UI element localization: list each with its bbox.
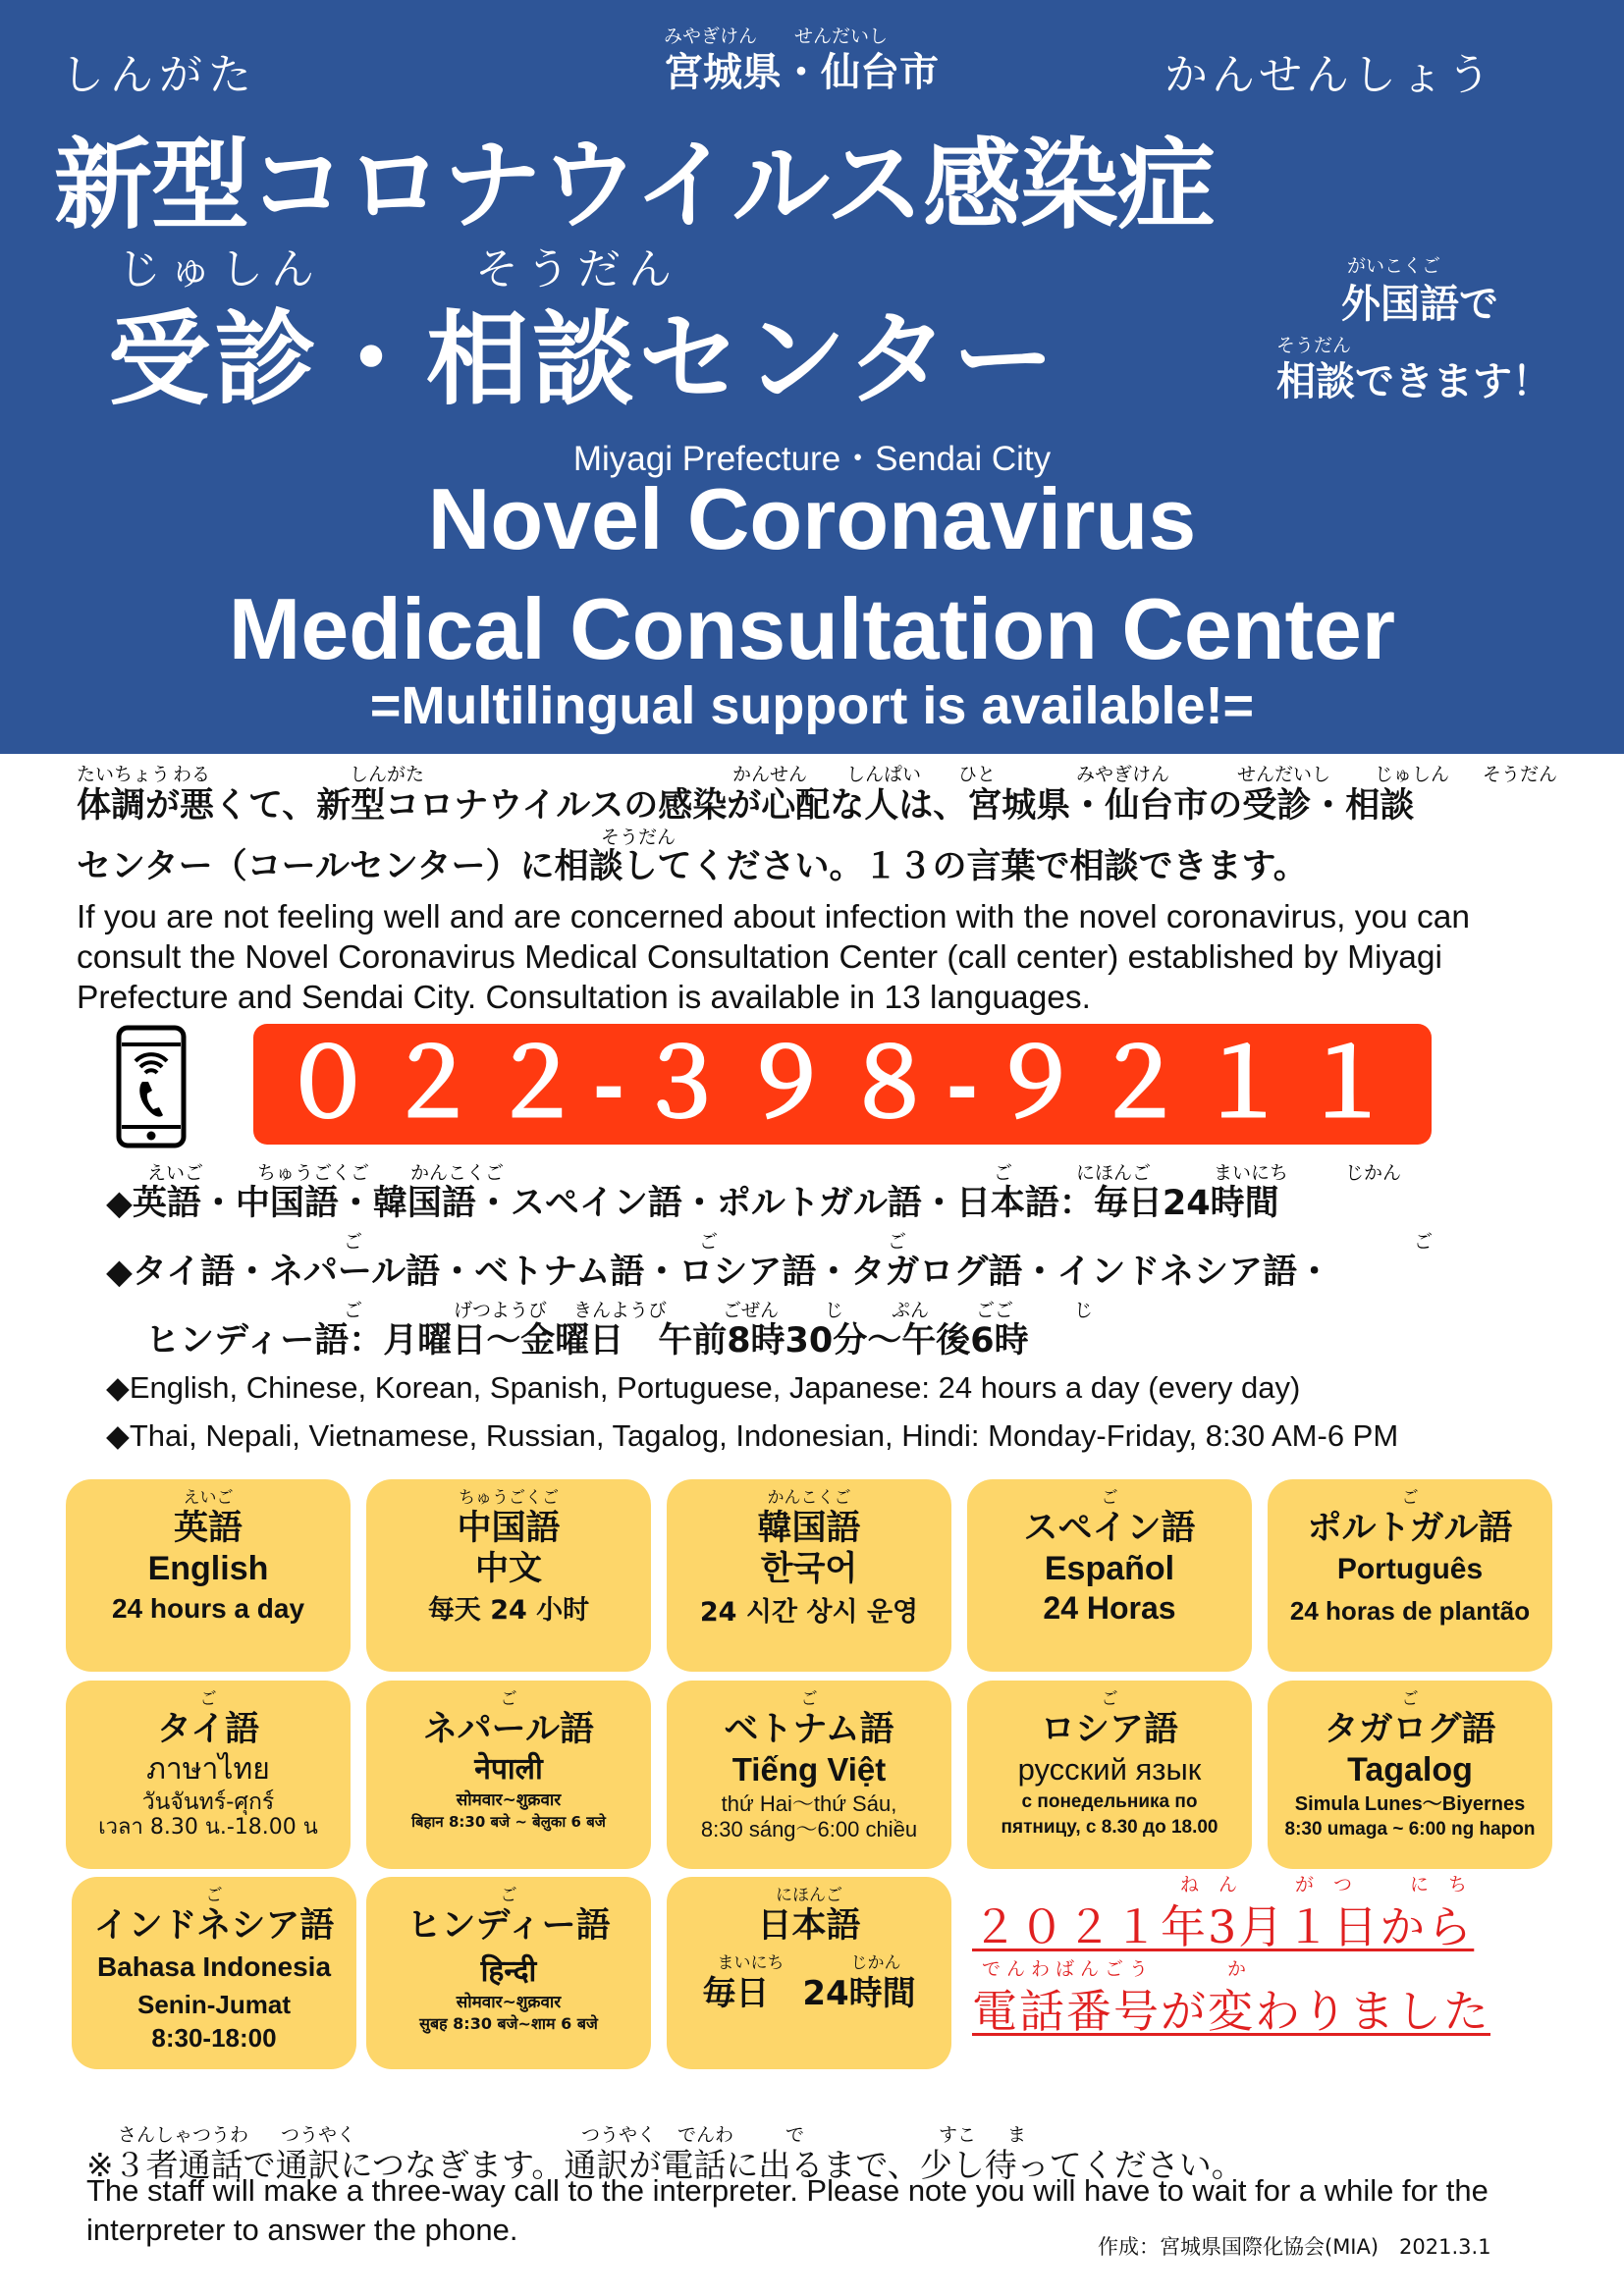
phone-number-banner[interactable]: ０２２-３９８-９２１１ xyxy=(253,1024,1432,1145)
footer-ruby-3: つうやく xyxy=(581,2124,657,2146)
card-hours: 毎日 24時間 xyxy=(702,1974,916,2013)
card-language-name: ภาษาไทย xyxy=(146,1752,270,1787)
card-hours-line1: Simula Lunes～Biyernes xyxy=(1294,1793,1526,1815)
title-ruby-right: かんせんしょう xyxy=(1164,50,1494,100)
card-ruby: ご xyxy=(199,1689,217,1709)
lang-ruby-8: ご xyxy=(344,1231,363,1253)
card-ruby: ご xyxy=(1401,1689,1419,1709)
language-card-vietnamese xyxy=(667,1681,951,1869)
language-card-hindi xyxy=(366,1877,651,2069)
footer-note-jp: ※３者通話で通訳につなぎます。通訳が電話に出るまで、少し待ってください。 xyxy=(86,2146,1244,2184)
smartphone-call-icon xyxy=(116,1025,187,1148)
languages-weekday-jp: ◆タイ語・ネパール語・ベトナム語・ロシア語・タガログ語・インドネシア語・ xyxy=(106,1253,1332,1292)
title-line2: 受診・相談センター xyxy=(108,299,1058,419)
lang-ruby-1: えいご xyxy=(147,1162,204,1184)
side-note-line1: 外国語で xyxy=(1341,282,1498,327)
card-hours-line1: с понедельника по xyxy=(1021,1791,1198,1812)
lang-ruby-11: ご xyxy=(1414,1231,1434,1253)
language-card-nepali xyxy=(366,1681,651,1869)
lang-ruby-14: きんようび xyxy=(573,1300,668,1321)
language-card-portuguese xyxy=(1268,1479,1552,1672)
notice-ruby1: ねん がつ にち xyxy=(1180,1874,1488,1896)
english-subtitle: =Multilingual support is available!= xyxy=(369,676,1255,735)
intro-ruby-5: しんぱい xyxy=(846,764,922,785)
card-ruby: かんこくご xyxy=(767,1488,851,1508)
lang-ruby-12: ご xyxy=(344,1300,363,1321)
languages-weekday-en: ◆Thai, Nepali, Vietnamese, Russian, Tagalog, Indonesian, Hindi: Monday‐Friday, 8:30 AM‐6 PM xyxy=(106,1418,1399,1453)
intro-jp-line2: センター（コールセンター）に相談してください。１３の言葉で相談できます。 xyxy=(77,847,1308,886)
card-language-name: नेपाली xyxy=(474,1752,543,1787)
card-language-ja: ベトナム語 xyxy=(724,1710,894,1749)
card-hours-line1: วันจันทร์-ศุกร์ xyxy=(141,1789,275,1815)
card-language-name: Bahasa Indonesia xyxy=(96,1951,332,1982)
language-card-japanese xyxy=(667,1877,951,2069)
footer-ruby-1: さんしゃつうわ xyxy=(118,2124,249,2146)
card-hours-line2: सुबह 8:30 बजे~शाम 6 बजे xyxy=(419,2014,598,2033)
side-note-ruby1: がいこくご xyxy=(1347,255,1441,277)
intro-ruby-7: みやぎけん xyxy=(1076,764,1170,785)
footer-ruby-4: でんわ xyxy=(677,2124,734,2146)
side-note-line2: 相談できます！ xyxy=(1276,359,1551,404)
lang-ruby-3: かんこくご xyxy=(410,1162,505,1184)
footer-ruby-6: すこ xyxy=(939,2124,977,2146)
card-hours-line2: เวลา 8.30 น.-18.00 น xyxy=(98,1815,318,1840)
lang-ruby-16: じ xyxy=(825,1300,844,1321)
lang-ruby-4: ご xyxy=(994,1162,1013,1184)
title-ruby-left: しんがた xyxy=(61,50,257,100)
intro-ruby-6: ひと xyxy=(958,764,997,785)
card-ruby: ご xyxy=(1101,1689,1118,1709)
lang-ruby-9: ご xyxy=(699,1231,719,1253)
footer-note-en: The staff will make a three-way call to the interpreter. Please note you will have to wait for a while for the interpreter to answer the phone. xyxy=(86,2173,1489,2247)
card-language-ja: ロシア語 xyxy=(1040,1710,1178,1749)
card-language-ja: タイ語 xyxy=(156,1710,260,1749)
lang-ruby-5: にほんご xyxy=(1076,1162,1152,1184)
language-card-english xyxy=(66,1479,351,1672)
card-hours-line2: बिहान 8:30 बजे ~ बेलुका 6 बजे xyxy=(411,1813,606,1831)
card-language-ja: 日本語 xyxy=(757,1906,861,1946)
intro-ruby-2: わる xyxy=(173,764,211,785)
lang-ruby-7: じかん xyxy=(1345,1162,1402,1184)
card-language-ja: タガログ語 xyxy=(1324,1710,1496,1749)
intro-ruby-9: じゅしん xyxy=(1375,764,1450,785)
card-ruby: ご xyxy=(500,1689,517,1709)
card-language-ja: ポルトガル語 xyxy=(1307,1509,1513,1548)
lang-ruby-2: ちゅうごくご xyxy=(257,1162,370,1184)
language-card-thai xyxy=(66,1681,351,1869)
card-ruby: にほんご xyxy=(776,1886,842,1905)
card-hours: 24 hours a day xyxy=(111,1593,305,1624)
card-language-name: Español xyxy=(1044,1550,1175,1587)
card-hours-line2: 8:30 sáng～6:00 chiều xyxy=(700,1817,918,1842)
card-ruby: ご xyxy=(800,1689,818,1709)
languages-weekday-hours-jp: ヒンディー語：月曜日～金曜日 午前8時30分～午後6時 xyxy=(145,1321,1029,1361)
card-hours-line1: thứ Hai～thứ Sáu, xyxy=(721,1791,897,1816)
intro-ruby-3: しんがた xyxy=(350,764,425,785)
card-hours: 24 시간 상시 운영 xyxy=(699,1597,919,1628)
language-card-korean xyxy=(667,1479,951,1672)
card-language-name: 中文 xyxy=(475,1549,542,1588)
region-ruby: みやぎけん せんだいし xyxy=(664,26,889,47)
card-ruby: ご xyxy=(205,1886,223,1905)
english-region: Miyagi Prefecture・Sendai City xyxy=(572,440,1052,478)
card-language-ja: ヒンディー語 xyxy=(406,1906,611,1946)
lang-ruby-15: ごぜん xyxy=(723,1300,780,1321)
card-hours: 每天 24 小时 xyxy=(427,1595,590,1626)
notice-line2: 電話番号が変わりました xyxy=(972,1985,1490,2038)
card-ruby: えいご xyxy=(183,1488,234,1508)
intro-english-text: If you are not feeling well and are concerned about infection with the novel coronavirus, you can consult the Novel Coronavirus Medical Consultation Center (call center) established by Miyagi Prefecture and Sendai City. Consultation is available in 13 languages. xyxy=(77,899,1471,1016)
card-language-name: Tiếng Việt xyxy=(731,1751,887,1788)
card-ruby: ご xyxy=(500,1886,517,1905)
intro-ruby-1: たいちょう xyxy=(77,764,171,785)
lang-ruby-18: ごご xyxy=(976,1300,1014,1321)
card-language-name: English xyxy=(147,1550,269,1587)
lang-ruby-10: ご xyxy=(888,1231,907,1253)
lang-ruby-17: ぷん xyxy=(892,1300,930,1321)
card-language-ja: ネパール語 xyxy=(423,1710,594,1749)
card-language-name: हिन्दी xyxy=(480,1954,537,1989)
title-line2-ruby: じゅしん そうだん xyxy=(118,244,679,294)
card-ruby: ちゅうごくご xyxy=(459,1488,559,1508)
card-ruby: ご xyxy=(1401,1488,1419,1508)
card-hours-line2: 8:30 umaga ~ 6:00 ng hapon xyxy=(1284,1819,1536,1840)
card-language-ja: インドネシア語 xyxy=(93,1906,335,1946)
card-language-name: русский язык xyxy=(1017,1752,1202,1787)
language-card-russian xyxy=(967,1681,1252,1869)
card-language-ja: 韓国語 xyxy=(757,1509,861,1548)
languages-daily-en: ◆English, Chinese, Korean, Spanish, Portuguese, Japanese: 24 hours a day (every day) xyxy=(106,1370,1301,1405)
card-language-name: Tagalog xyxy=(1347,1751,1473,1789)
intro-ruby-10: そうだん xyxy=(1483,764,1558,785)
lang-ruby-6: まいにち xyxy=(1214,1162,1289,1184)
footer-ruby-2: つうやく xyxy=(281,2124,356,2146)
lang-ruby-13: げつようび xyxy=(454,1300,548,1321)
card-language-ja: 英語 xyxy=(173,1509,243,1548)
card-hours-line1: सोमवार~शुक्रवार xyxy=(456,1993,562,2012)
card-hours-line1: सोमवार~शुक्रवार xyxy=(456,1790,562,1810)
intro-jp-line1: 体調が悪くて、新型コロナウイルスの感染が心配な人は、宮城県・仙台市の受診・相談 xyxy=(77,786,1415,826)
language-card-tagalog xyxy=(1268,1681,1552,1869)
card-hours-line1: Senin-Jumat xyxy=(136,1990,292,2019)
card-hours-line2: 8:30-18:00 xyxy=(151,2023,277,2053)
card-hours-line2: пятницу, с 8.30 до 18.00 xyxy=(1001,1817,1218,1838)
languages-daily-jp: ◆英語・中国語・韓国語・スペイン語・ポルトガル語・日本語：毎日24時間 xyxy=(106,1184,1279,1223)
region-label: 宮城県・仙台市 xyxy=(664,50,939,95)
credit-line: 作成：宮城県国際化協会(MIA) 2021.3.1 xyxy=(1098,2235,1491,2259)
language-card-indonesian xyxy=(72,1877,356,2069)
lang-ruby-19: じ xyxy=(1074,1300,1094,1321)
side-note-ruby2: そうだん xyxy=(1276,335,1352,356)
card-hours: 24 horas de plantão xyxy=(1289,1596,1531,1626)
footer-ruby-7: ま xyxy=(1007,2124,1027,2146)
notice-line1: ２０２１年3月１日から xyxy=(972,1900,1475,1953)
notice-ruby2: でんわばんごう か xyxy=(982,1958,1253,1980)
title-line1: 新型コロナウイルス感染症 xyxy=(54,128,1215,242)
card-language-ja: スペイン語 xyxy=(1023,1509,1196,1548)
card-hours-ruby: まいにち じかん xyxy=(717,1953,901,1973)
header-banner xyxy=(0,0,1624,754)
card-hours: 24 Horas xyxy=(1043,1590,1176,1626)
intro-ruby-8: せんだいし xyxy=(1237,764,1331,785)
card-language-name: Português xyxy=(1336,1553,1484,1585)
card-ruby: ご xyxy=(1101,1488,1118,1508)
language-card-spanish xyxy=(967,1479,1252,1672)
language-card-chinese xyxy=(366,1479,651,1672)
card-language-ja: 中国語 xyxy=(457,1509,561,1548)
card-language-name: 한국어 xyxy=(760,1549,858,1588)
english-title-line1: Novel Coronavirus xyxy=(427,470,1197,567)
intro-ruby-line2: そうだん xyxy=(601,827,677,848)
footer-ruby-5: で xyxy=(785,2124,805,2146)
intro-ruby-4: かんせん xyxy=(732,764,808,785)
english-title-line2: Medical Consultation Center xyxy=(228,580,1396,677)
